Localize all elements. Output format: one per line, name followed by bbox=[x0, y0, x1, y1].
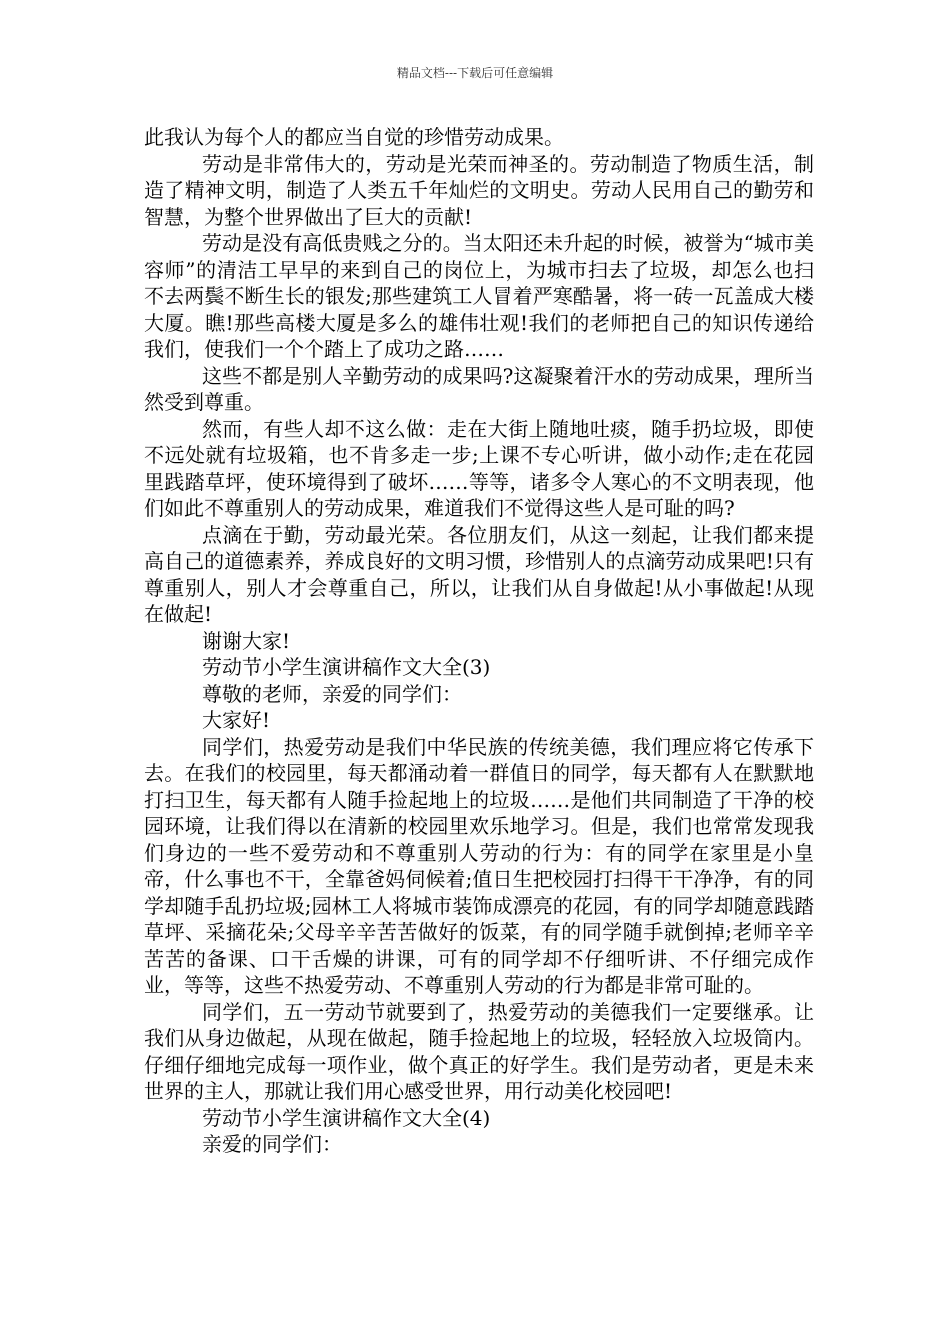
salutation: 亲爱的同学们： bbox=[202, 1132, 342, 1156]
section-title: 劳动节小学生演讲稿作文大全(4) bbox=[202, 1105, 491, 1130]
paragraph: 然而，有些人却不这么做：走在大街上随地吐痰，随手扔垃圾，即使不远处就有垃圾箱，也不肯多走一步;上课不专心听讲，做小动作;走在花园里践踏草坪，使环境得到了破坏……等等，诸多令人寒心的不文明表现，他们如此不尊重别人的劳动成果，难道我们不觉得这些人是可耻的吗? bbox=[144, 416, 814, 520]
paragraph: 同学们，热爱劳动是我们中华民族的传统美德，我们理应将它传承下去。在我们的校园里，每天都涌动着一群值日的同学，每天都有人在默默地打扫卫生，每天都有人随手捡起地上的垃圾……是他们共同制造了干净的校园环境，让我们得以在清新的校园里欢乐地学习。但是，我们也常常发现我们身边的一些不爱劳动和不尊重别人劳动的行为：有的同学在家里是小皇帝，什么事也不干，全靠爸妈伺候着;值日生把校园打扫得干干净净，有的同学却随手乱扔垃圾;园林工人将城市装饰成漂亮的花园，有的同学却随意践踏草坪、采摘花朵;父母辛辛苦苦做好的饭菜，有的同学随手就倒掉;老师辛辛苦苦的备课、口干舌燥的讲课，可有的同学却不仔细听讲、不仔细完成作业，等等，这些不热爱劳动、不尊重别人劳动的行为都是非常可耻的。 bbox=[144, 734, 814, 997]
paragraph: 此我认为每个人的都应当自觉的珍惜劳动成果。 bbox=[144, 125, 564, 149]
section-title: 劳动节小学生演讲稿作文大全(3) bbox=[202, 655, 491, 679]
paragraph: 劳动是非常伟大的，劳动是光荣而神圣的。劳动制造了物质生活，制造了精神文明，制造了人类五千年灿烂的文明史。劳动人民用自己的勤劳和智慧，为整个世界做出了巨大的贡献! bbox=[144, 151, 814, 229]
paragraph: 这些不都是别人辛勤劳动的成果吗?这凝聚着汗水的劳动成果，理所当然受到尊重。 bbox=[144, 363, 814, 414]
paragraph: 劳动是没有高低贵贱之分的。当太阳还未升起的时候，被誉为“城市美容师”的清洁工早早的来到自己的岗位上，为城市扫去了垃圾，却怎么也扫不去两鬓不断生长的银发;那些建筑工人冒着严寒酷暑，将一砖一瓦盖成大楼大厦。瞧!那些高楼大厦是多么的雄伟壮观!我们的老师把自己的知识传递给我们，使我们一个个踏上了成功之路…… bbox=[144, 231, 814, 361]
salutation: 尊敬的老师，亲爱的同学们： bbox=[202, 681, 462, 706]
page-header: 精品文档---下载后可任意编辑 bbox=[396, 66, 554, 80]
greeting: 大家好! bbox=[202, 708, 271, 732]
paragraph: 点滴在于勤，劳动最光荣。各位朋友们，从这一刻起，让我们都来提高自己的道德素养，养成良好的文明习惯，珍惜别人的点滴劳动成果吧!只有尊重别人，别人才会尊重自己，所以，让我们从自身做起!从小事做起!从现在做起! bbox=[144, 522, 814, 626]
closing-line: 谢谢大家! bbox=[202, 628, 291, 653]
document-body bbox=[144, 124, 814, 1158]
paragraph: 同学们，五一劳动节就要到了，热爱劳动的美德我们一定要继承。让我们从身边做起，从现在做起，随手捡起地上的垃圾，轻轻放入垃圾筒内。仔细仔细地完成每一项作业，做个真正的好学生。我们是劳动者，更是未来世界的主人，那就让我们用心感受世界，用行动美化校园吧! bbox=[144, 999, 814, 1103]
